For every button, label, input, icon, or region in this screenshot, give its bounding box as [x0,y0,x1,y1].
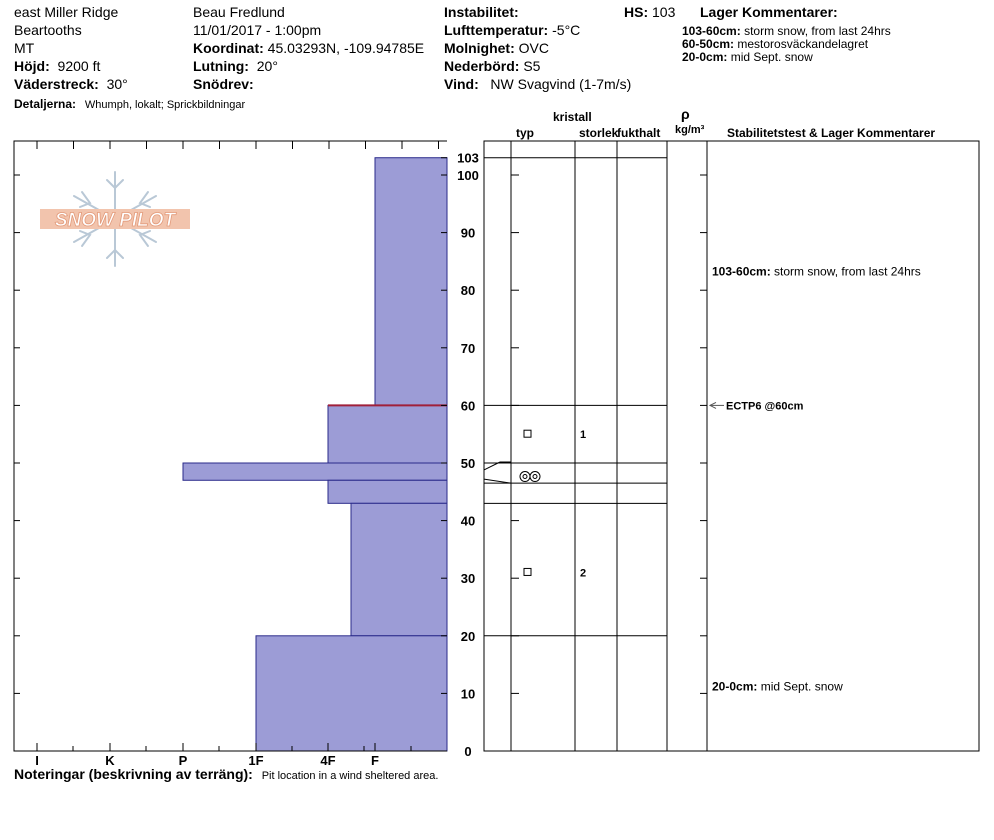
depth-tick-label: 60 [460,398,476,414]
location-name: east Miller Ridge [14,4,119,20]
stability-test-label: ECTP6 @60cm [726,400,804,413]
depth-tick-label: 80 [460,283,476,299]
drift-label: Snödrev: [193,76,254,92]
instability-label: Instabilitet: [444,4,519,20]
elevation-label: Höjd: [14,58,50,74]
sky-value: OVC [518,40,549,56]
density-unit-header: kg/m³ [675,124,705,136]
elevation-value: 9200 ft [57,58,101,74]
state-name: MT [14,40,35,56]
layer-annotation [712,265,921,279]
observation-datetime: 11/01/2017 - 1:00pm [193,22,322,38]
layer-annotation-text: mid Sept. snow [757,679,843,694]
sky-label: Molnighet: [444,40,515,56]
grain-rounded-icon [530,472,540,482]
type-header: typ [516,126,534,140]
grain-rounded-icon [520,472,530,482]
slope-label: Lutning: [193,58,249,74]
moisture-header: fukthalt [617,126,661,140]
aspect-value: 30° [106,76,128,92]
hardness-tick-label: F [371,753,379,768]
grain-rounded-icon [523,475,527,479]
layer-comments-title: Lager Kommentarer: [700,4,838,20]
details-label: Detaljerna: [14,97,77,111]
rho-header: ρ [681,106,690,122]
layer-annotation-range: 20-0cm: [712,679,758,694]
layer-comment-text: mestorosväckandelagret [737,37,869,51]
layer-comment-range: 20-0cm: [682,50,728,64]
wind-label: Vind: [444,76,479,92]
depth-top-label: 103 [457,150,479,166]
snow-layer-bar [351,503,447,635]
hardness-tick-label: 1F [248,753,264,768]
snow-layer-bar [328,405,447,463]
slope-value: 20° [256,58,278,74]
hardness-tick-label: K [105,753,115,768]
depth-tick-label: 30 [460,571,476,587]
hs-value: 103 [652,4,676,20]
layer-comment-range: 60-50cm: [682,37,735,51]
airtemp-value: -5°C [552,22,581,38]
coordinate-label: Koordinat: [193,40,264,56]
grain-square-icon [524,568,531,575]
observer-name: Beau Fredlund [193,4,285,20]
notes-label: Noteringar (beskrivning av terräng): [14,766,253,782]
range-name: Beartooths [14,22,82,38]
snow-layer-bar [328,480,447,503]
size-header: storlek [579,126,619,140]
grain-rounded-icon [533,475,537,479]
layer-comment-text: mid Sept. snow [730,50,813,64]
layer-table-frame [484,141,979,751]
depth-tick-label: 40 [460,513,476,529]
details-value: Whumph, lokalt; Sprickbildningar [84,99,246,111]
logo-text: SNOW PILOT [54,210,176,231]
depth-tick-label: 50 [460,456,476,471]
table-depth-connector [484,479,511,483]
wind-value: NW Svagvind (1-7m/s) [490,76,632,92]
depth-tick-label: 100 [457,168,479,183]
snow-layer-bar [375,158,447,406]
notes-value: Pit location in a wind sheltered area. [261,770,439,782]
grain-size-value: 2 [580,567,587,580]
depth-tick-label: 70 [460,340,476,356]
depth-tick-label: 90 [460,225,476,241]
snow-layer-bar [183,463,447,480]
depth-tick-label: 20 [460,628,476,644]
grain-size-value: 1 [580,429,587,442]
airtemp-label: Lufttemperatur: [444,22,549,38]
coordinate-value: 45.03293N, -109.94785E [267,40,425,56]
snowpilot-logo [40,172,190,266]
precip-value: S5 [523,58,541,74]
snow-layer-bar [256,636,447,751]
depth-tick-label: 10 [460,686,476,702]
layer-annotation [712,679,843,693]
crystal-header: kristall [553,110,592,124]
precip-label: Nederbörd: [444,58,520,74]
hs-label: HS: [624,4,649,20]
layer-annotation-range: 103-60cm: [712,264,771,279]
notes-row [14,766,438,784]
stability-header: Stabilitetstest & Lager Kommentarer [727,126,936,140]
hardness-tick-label: 4F [320,753,336,768]
depth-tick-label: 0 [464,744,472,759]
hardness-tick-label: I [35,753,39,768]
aspect-label: Väderstreck: [14,76,99,92]
layer-comment-range: 103-60cm: [682,24,741,38]
layer-annotation-text: storm snow, from last 24hrs [770,264,921,279]
grain-square-icon [524,430,531,437]
layer-comment-text: storm snow, from last 24hrs [744,24,891,38]
hardness-tick-label: P [178,753,188,768]
